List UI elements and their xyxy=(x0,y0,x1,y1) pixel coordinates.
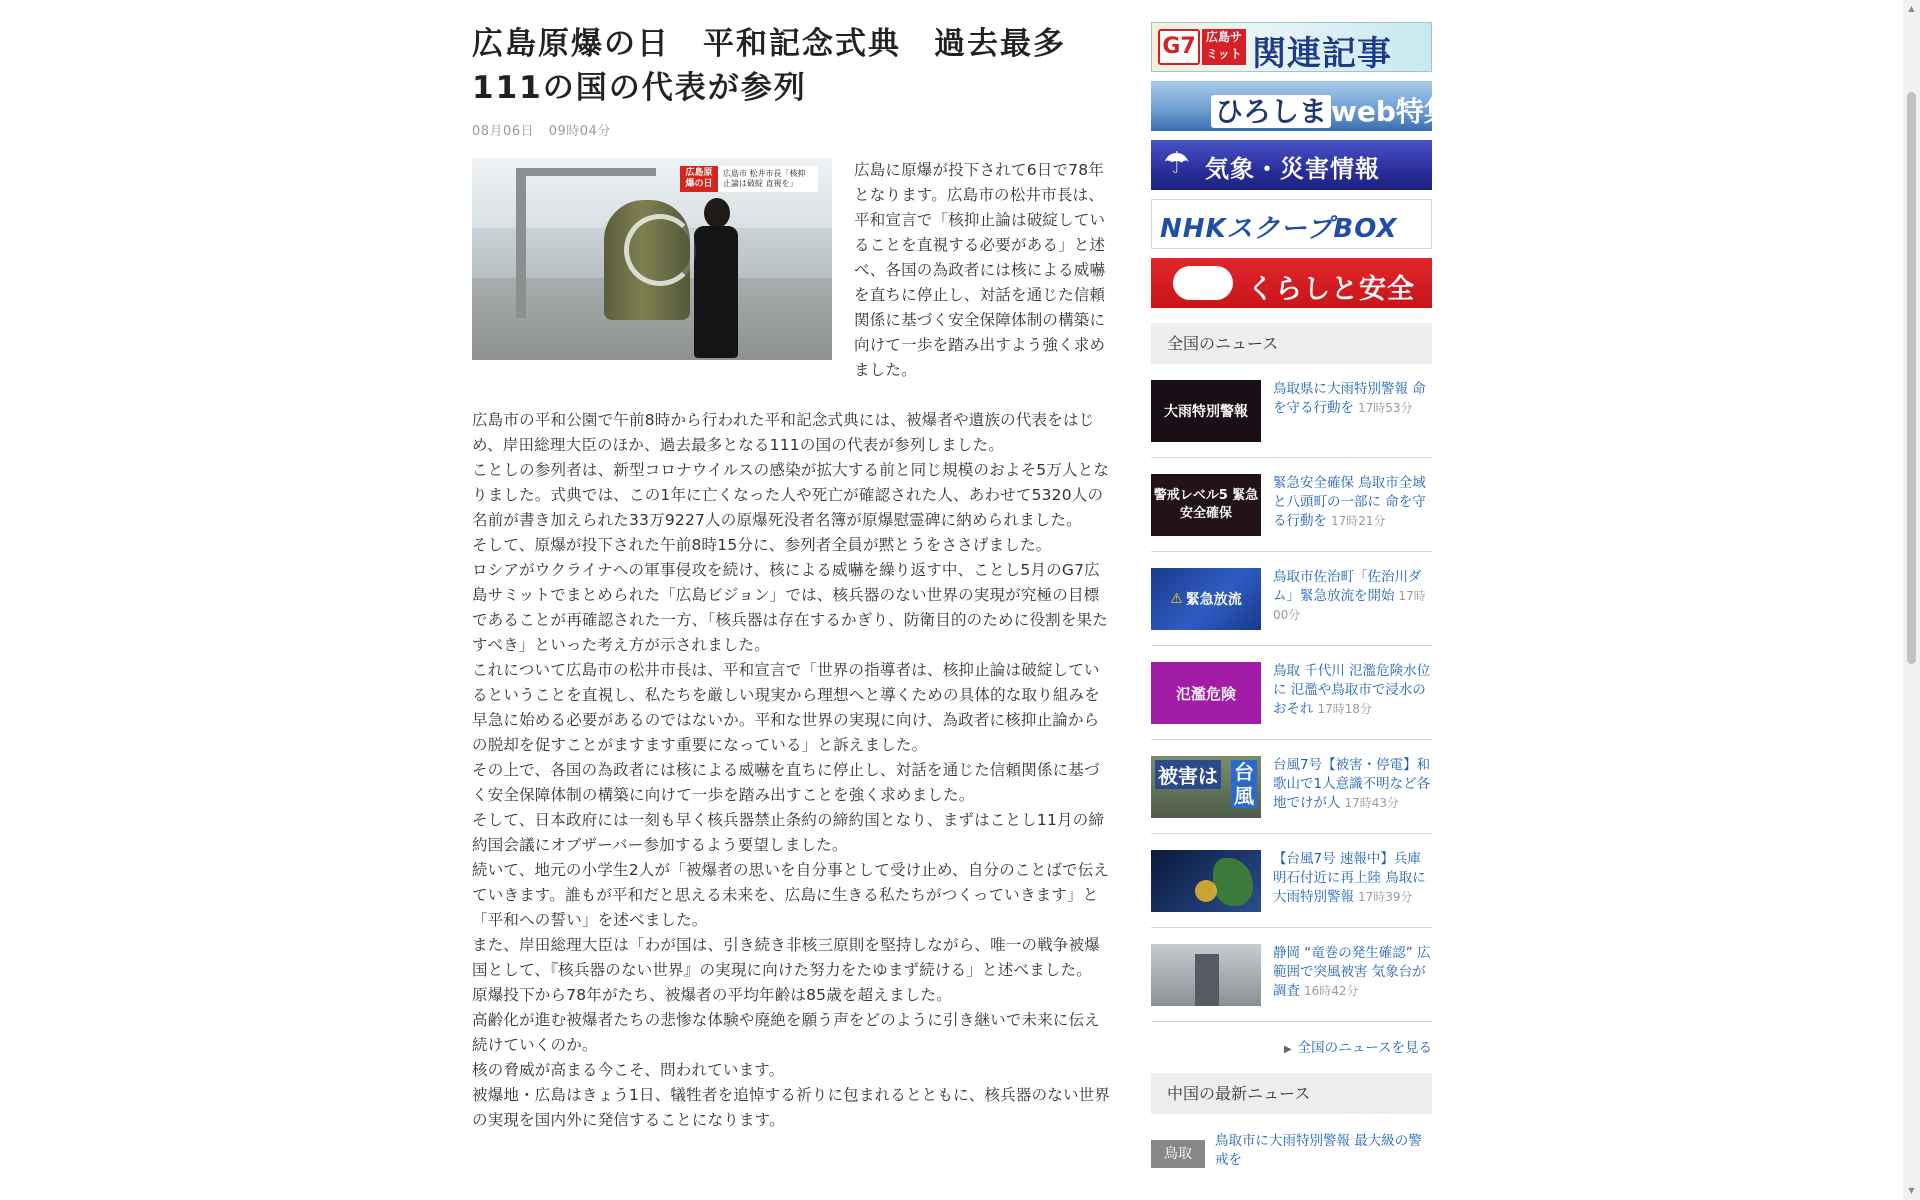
article-paragraph: ことしの参列者は、新型コロナウイルスの感染が拡大する前と同じ規模のおよそ5万人となりました。式典では、この1年に亡くなった人や死亡が確認された人、あわせて5320人の名前が書き加えられた33万9227人の原爆死没者名簿が原爆慰霊碑に納められました。 xyxy=(472,461,1110,529)
more-national-news-label: 全国のニュースを見る xyxy=(1297,1040,1432,1056)
map-land-shape xyxy=(1213,858,1253,906)
article-date-time: 09時04分 xyxy=(548,124,611,139)
news-thumbnail-label: 緊急放流 xyxy=(1185,592,1242,608)
umbrella-icon: ☂ xyxy=(1163,146,1190,181)
g7-summit-related-articles-banner[interactable] xyxy=(1151,22,1432,72)
news-thumbnail: 大雨特別警報 xyxy=(1151,380,1261,442)
scrollbar-thumb[interactable] xyxy=(1907,92,1916,664)
article-paragraph: そして、日本政府には一刻も早く核兵器禁止条約の締約国となり、まずはことし11月の締約国会議にオブザーバー参加するよう要望しました。 xyxy=(472,811,1105,854)
national-news-item[interactable] xyxy=(1151,834,1432,928)
region-tag: 鳥取 xyxy=(1151,1140,1205,1168)
news-headline[interactable] xyxy=(1273,944,1432,1007)
article-video-thumbnail[interactable] xyxy=(472,158,832,360)
pillow-icon xyxy=(1173,266,1233,300)
kurashi-to-anzen-banner[interactable] xyxy=(1151,258,1432,308)
nhk-scoop-box-banner[interactable] xyxy=(1151,199,1432,249)
hiroshima-banner-label xyxy=(1211,90,1452,130)
photo-bell-frame-top xyxy=(526,168,656,176)
regional-news-item[interactable] xyxy=(1151,1132,1432,1170)
page-scrollbar[interactable] xyxy=(1903,0,1920,1200)
news-thumbnail-typhoon-map xyxy=(1151,850,1261,912)
news-headline[interactable] xyxy=(1273,380,1432,443)
article-paragraph: その上で、各国の為政者には核による威嚇を直ちに停止し、対話を通じた信頼関係に基づく安全保障体制の構築に向けて一歩を踏み出すことを強く求めました。 xyxy=(472,761,1100,804)
national-news-item[interactable] xyxy=(1151,552,1432,646)
national-news-item[interactable] xyxy=(1151,458,1432,552)
more-national-news-link[interactable] xyxy=(1151,1036,1432,1056)
triangle-right-icon: ▶ xyxy=(1283,1044,1292,1055)
news-thumbnail xyxy=(1151,756,1261,818)
news-time: 17時43分 xyxy=(1344,796,1400,810)
article-paragraph: 核の脅威が高まる今こそ、問われています。 xyxy=(472,1061,785,1079)
article-paragraph: これについて広島市の松井市長は、平和宣言で「世界の指導者は、核抑止論は破綻しているということを直視し、私たちを厳しい現実から理想へと導くための具体的な取り組みを早急に始める必要があるのではないか。平和な世界の実現に向け、為政者に核抑止論からの脱却を促すことがますます重要になっている」と訴えました。 xyxy=(472,661,1101,754)
news-time: 17時53分 xyxy=(1358,401,1413,415)
regional-news-heading: 中国の最新ニュース xyxy=(1151,1073,1432,1114)
g7-summit-sublabel: 広島サミット xyxy=(1202,29,1246,65)
news-title: 台風7号【被害・停電】和歌山で1人意識不明など各地でけが人 xyxy=(1273,757,1431,811)
article-paragraph: 高齢化が進む被爆者たちの悲惨な体験や廃絶を願う声をどのように引き継いで未来に伝え続けていくのか。 xyxy=(472,1011,1101,1054)
news-title: 鳥取市佐治町「佐治川ダム」緊急放流を開始 xyxy=(1273,569,1422,604)
news-time: 16時42分 xyxy=(1304,984,1359,998)
weather-disaster-info-banner[interactable] xyxy=(1151,140,1432,190)
news-time: 17時00分 xyxy=(1273,589,1426,622)
news-title: 緊急安全確保 鳥取市全域と八頭町の一部に 命を守る行動を xyxy=(1273,475,1426,529)
scroll-up-arrow-icon[interactable]: ▲ xyxy=(1908,4,1915,13)
article-date xyxy=(472,120,1112,140)
typhoon-marker-icon xyxy=(1195,880,1217,902)
kurashi-banner-label: くらしと安全 xyxy=(1247,274,1415,305)
article-title: 広島原爆の日 平和記念式典 過去最多111の国の代表が参列 xyxy=(472,26,1066,106)
national-news-item[interactable] xyxy=(1151,646,1432,740)
article-paragraph: そして、原爆が投下された午前8時15分に、参列者全員が黙とうをささげました。 xyxy=(472,536,1052,554)
regional-news-title[interactable]: 鳥取市に大雨特別警報 最大級の警戒を xyxy=(1215,1133,1422,1168)
photo-badge-left: 広島原爆の日 xyxy=(680,166,718,192)
photo-person xyxy=(690,198,742,358)
g7-banner-label: 関連記事 xyxy=(1252,34,1392,74)
hiroshima-banner-label-a: ひろしま xyxy=(1211,95,1331,128)
article-paragraph: ロシアがウクライナへの軍事侵攻を続け、核による威嚇を繰り返す中、ことし5月のG7広島サミットでまとめられた「広島ビジョン」では、核兵器のない世界の実現が究極の目標であることが再確認された一方、「核兵器は存在するかぎり、防衛目的のために役割を果たすべき」といった考え方が示されました。 xyxy=(472,561,1108,654)
hiroshima-banner-label-b: web特集 xyxy=(1331,95,1452,128)
article-paragraph: 原爆投下から78年がたち、被爆者の平均年齢は85歳を超えました。 xyxy=(472,986,952,1004)
video-loading-spinner-icon xyxy=(624,214,696,286)
news-title: 鳥取県に大雨特別警報 命を守る行動を xyxy=(1273,381,1426,416)
scoop-banner-label-b: BOX xyxy=(1333,214,1398,244)
news-headline[interactable] xyxy=(1273,474,1432,537)
national-news-item[interactable] xyxy=(1151,928,1432,1022)
news-title: 静岡 “竜巻の発生確認” 広範囲で突風被害 気象台が調査 xyxy=(1273,945,1431,999)
photo-person-body xyxy=(694,226,738,358)
weather-banner-label: 気象・災害情報 xyxy=(1205,155,1380,183)
hiroshima-web-feature-banner[interactable] xyxy=(1151,81,1452,131)
national-news-item[interactable] xyxy=(1151,364,1432,458)
news-thumbnail: 警戒レベル5 緊急安全確保 xyxy=(1151,474,1261,536)
photo-badge-right: 広島市 松井市長「核抑止論は破綻 直視を」 xyxy=(718,166,818,192)
photo-caption-badge xyxy=(680,166,818,192)
news-thumbnail-city-photo xyxy=(1151,944,1261,1006)
article-paragraph: 広島市の平和公園で午前8時から行われた平和記念式典には、被爆者や遺族の代表をはじめ、岸田総理大臣のほか、過去最多となる111の国の代表が参列しました。 xyxy=(472,411,1095,454)
article-paragraph: 続いて、地元の小学生2人が「被爆者の思いを自分事として受け止め、自分のことばで伝えていきます。誰もが平和だと思える未来を、広島に生きる私たちがつくっていきます」と「平和への誓い」を述べました。 xyxy=(472,861,1110,929)
national-news-item[interactable] xyxy=(1151,740,1432,834)
news-headline[interactable] xyxy=(1273,756,1432,819)
news-thumbnail: 氾濫危険 xyxy=(1151,662,1261,724)
article-lead-paragraph: 広島に原爆が投下されて6日で78年となります。広島市の松井市長は、平和宣言で「核抑止論は破綻していることを直視する必要がある」と述べ、各国の為政者には核による威嚇を直ちに停止し、対話を通じた信頼関係に基づく安全保障体制の構築に向けて一歩を踏み出すよう強く求めました。 xyxy=(854,161,1106,379)
scoop-banner-label xyxy=(1160,208,1397,245)
article-date-day: 08月06日 xyxy=(472,124,535,139)
warning-icon: ⚠ xyxy=(1170,591,1183,607)
news-thumbnail-label: 被害は xyxy=(1155,760,1221,789)
article-paragraph: 被爆地・広島はきょう1日、犠牲者を追悼する祈りに包まれるとともに、核兵器のない世界の実現を国内外に発信することになります。 xyxy=(472,1086,1111,1129)
article-paragraph: また、岸田総理大臣は「わが国は、引き続き非核三原則を堅持しながら、唯一の戦争被爆国として、『核兵器のない世界』の実現に向けた努力をたゆまず続ける」と述べました。 xyxy=(472,936,1101,979)
building-shape xyxy=(1195,954,1219,1006)
news-time: 17時21分 xyxy=(1331,514,1386,528)
news-headline[interactable] xyxy=(1273,850,1432,913)
news-time: 17時18分 xyxy=(1317,702,1373,716)
photo-person-head xyxy=(704,198,730,228)
photo-bell-frame-left xyxy=(516,168,526,318)
article xyxy=(472,22,1112,1133)
news-thumbnail-label-2: 台風 xyxy=(1231,760,1257,808)
news-headline[interactable] xyxy=(1273,568,1432,631)
news-title: 【台風7号 速報中】兵庫 明石付近に再上陸 鳥取に大雨特別警報 xyxy=(1273,851,1426,905)
article-body xyxy=(472,158,1112,1133)
news-title: 鳥取 千代川 氾濫危険水位に 氾濫や鳥取市で浸水のおそれ xyxy=(1273,663,1431,717)
scoop-banner-label-a: NHKスクープ xyxy=(1160,214,1334,244)
sidebar xyxy=(1151,22,1452,1170)
scroll-down-arrow-icon[interactable]: ▼ xyxy=(1908,1186,1915,1195)
news-time: 17時39分 xyxy=(1358,890,1413,904)
news-headline[interactable] xyxy=(1273,662,1432,725)
g7-logo-box: G7 xyxy=(1158,29,1200,65)
national-news-heading: 全国のニュース xyxy=(1151,323,1432,364)
news-thumbnail xyxy=(1151,568,1261,630)
